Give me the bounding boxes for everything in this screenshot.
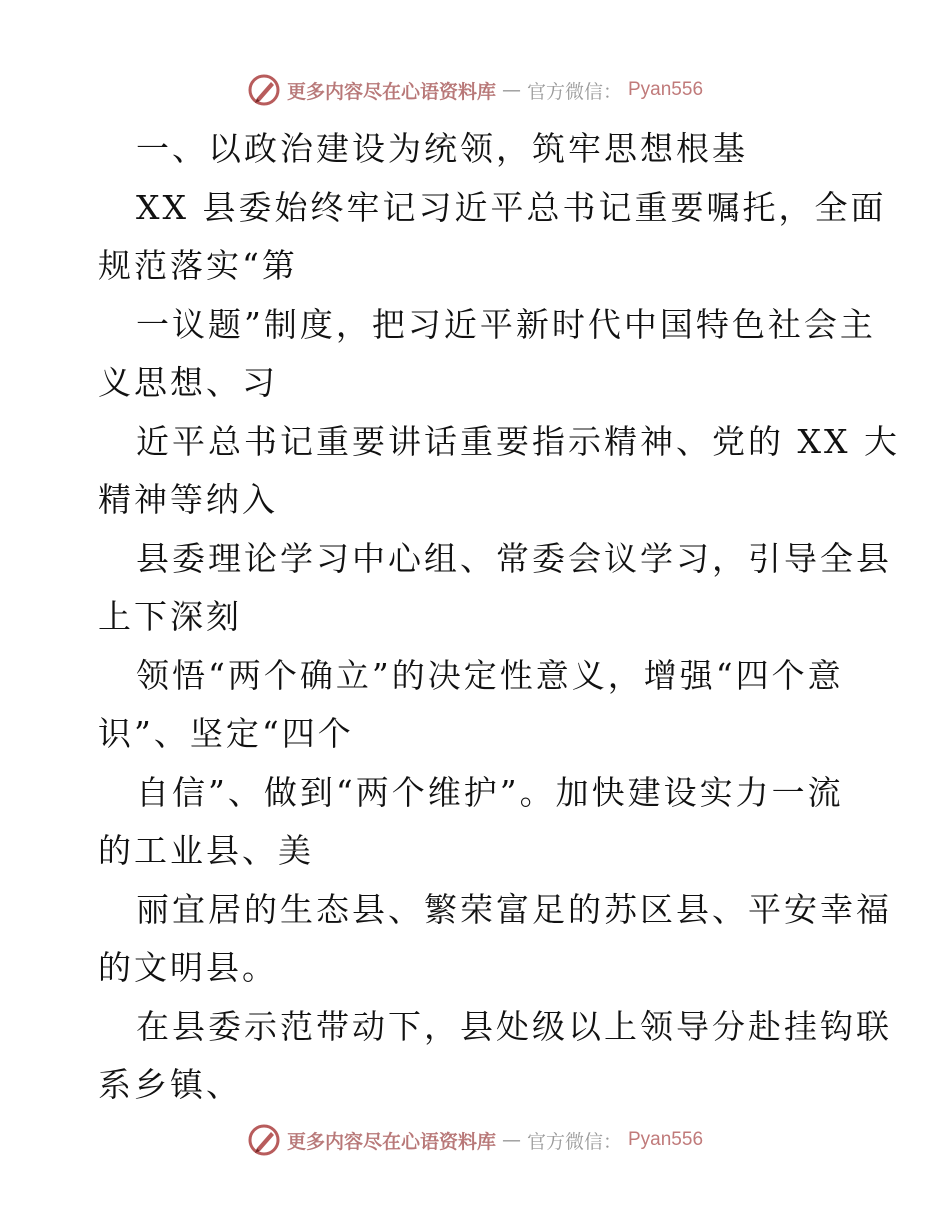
banner-wechat-label: 官方微信： [526,1130,622,1153]
header-watermark [0,70,950,110]
text-line: 一议题”制度，把习近平新时代中国特色社会主 [136,304,876,344]
text-line: 义思想、习 [98,363,278,402]
text-line: 识”、坚定“四个 [98,714,354,753]
banner-wechat-label: 官方微信： [526,80,622,103]
banner-separator: — [501,79,521,101]
text-line: 规范落实“第 [98,246,298,285]
pen-logo-icon [247,73,281,107]
banner-wechat-id: Pyan556 [628,79,704,100]
text-line: 上下深刻 [98,597,242,636]
footer-watermark [0,1120,950,1160]
text-line: 丽宜居的生态县、繁荣富足的苏区县、平安幸福 [136,889,892,929]
banner-main-text: 更多内容尽在心语资料库 [286,1130,496,1153]
banner-separator: — [501,1129,521,1151]
text-line: 一、以政治建设为统领，筑牢思想根基 [136,129,748,168]
text-line: 近平总书记重要讲话重要指示精神、党的 XX 大 [136,421,900,461]
text-line: 领悟“两个确立”的决定性意义，增强“四个意 [136,655,844,695]
text-line: 系乡镇、 [98,1065,242,1104]
banner-wechat-id: Pyan556 [628,1129,704,1150]
body-text [98,120,900,1115]
text-line: 精神等纳入 [98,480,278,519]
banner-main-text: 更多内容尽在心语资料库 [286,80,496,103]
text-line: 在县委示范带动下，县处级以上领导分赴挂钩联 [136,1006,892,1046]
text-line: 自信”、做到“两个维护”。加快建设实力一流 [136,772,844,812]
pen-logo-icon [247,1123,281,1157]
text-line: 的文明县。 [98,948,278,987]
text-line: 县委理论学习中心组、常委会议学习，引导全县 [136,538,892,578]
text-line: 的工业县、美 [98,831,314,870]
text-line: XX 县委始终牢记习近平总书记重要嘱托，全面 [136,187,887,227]
